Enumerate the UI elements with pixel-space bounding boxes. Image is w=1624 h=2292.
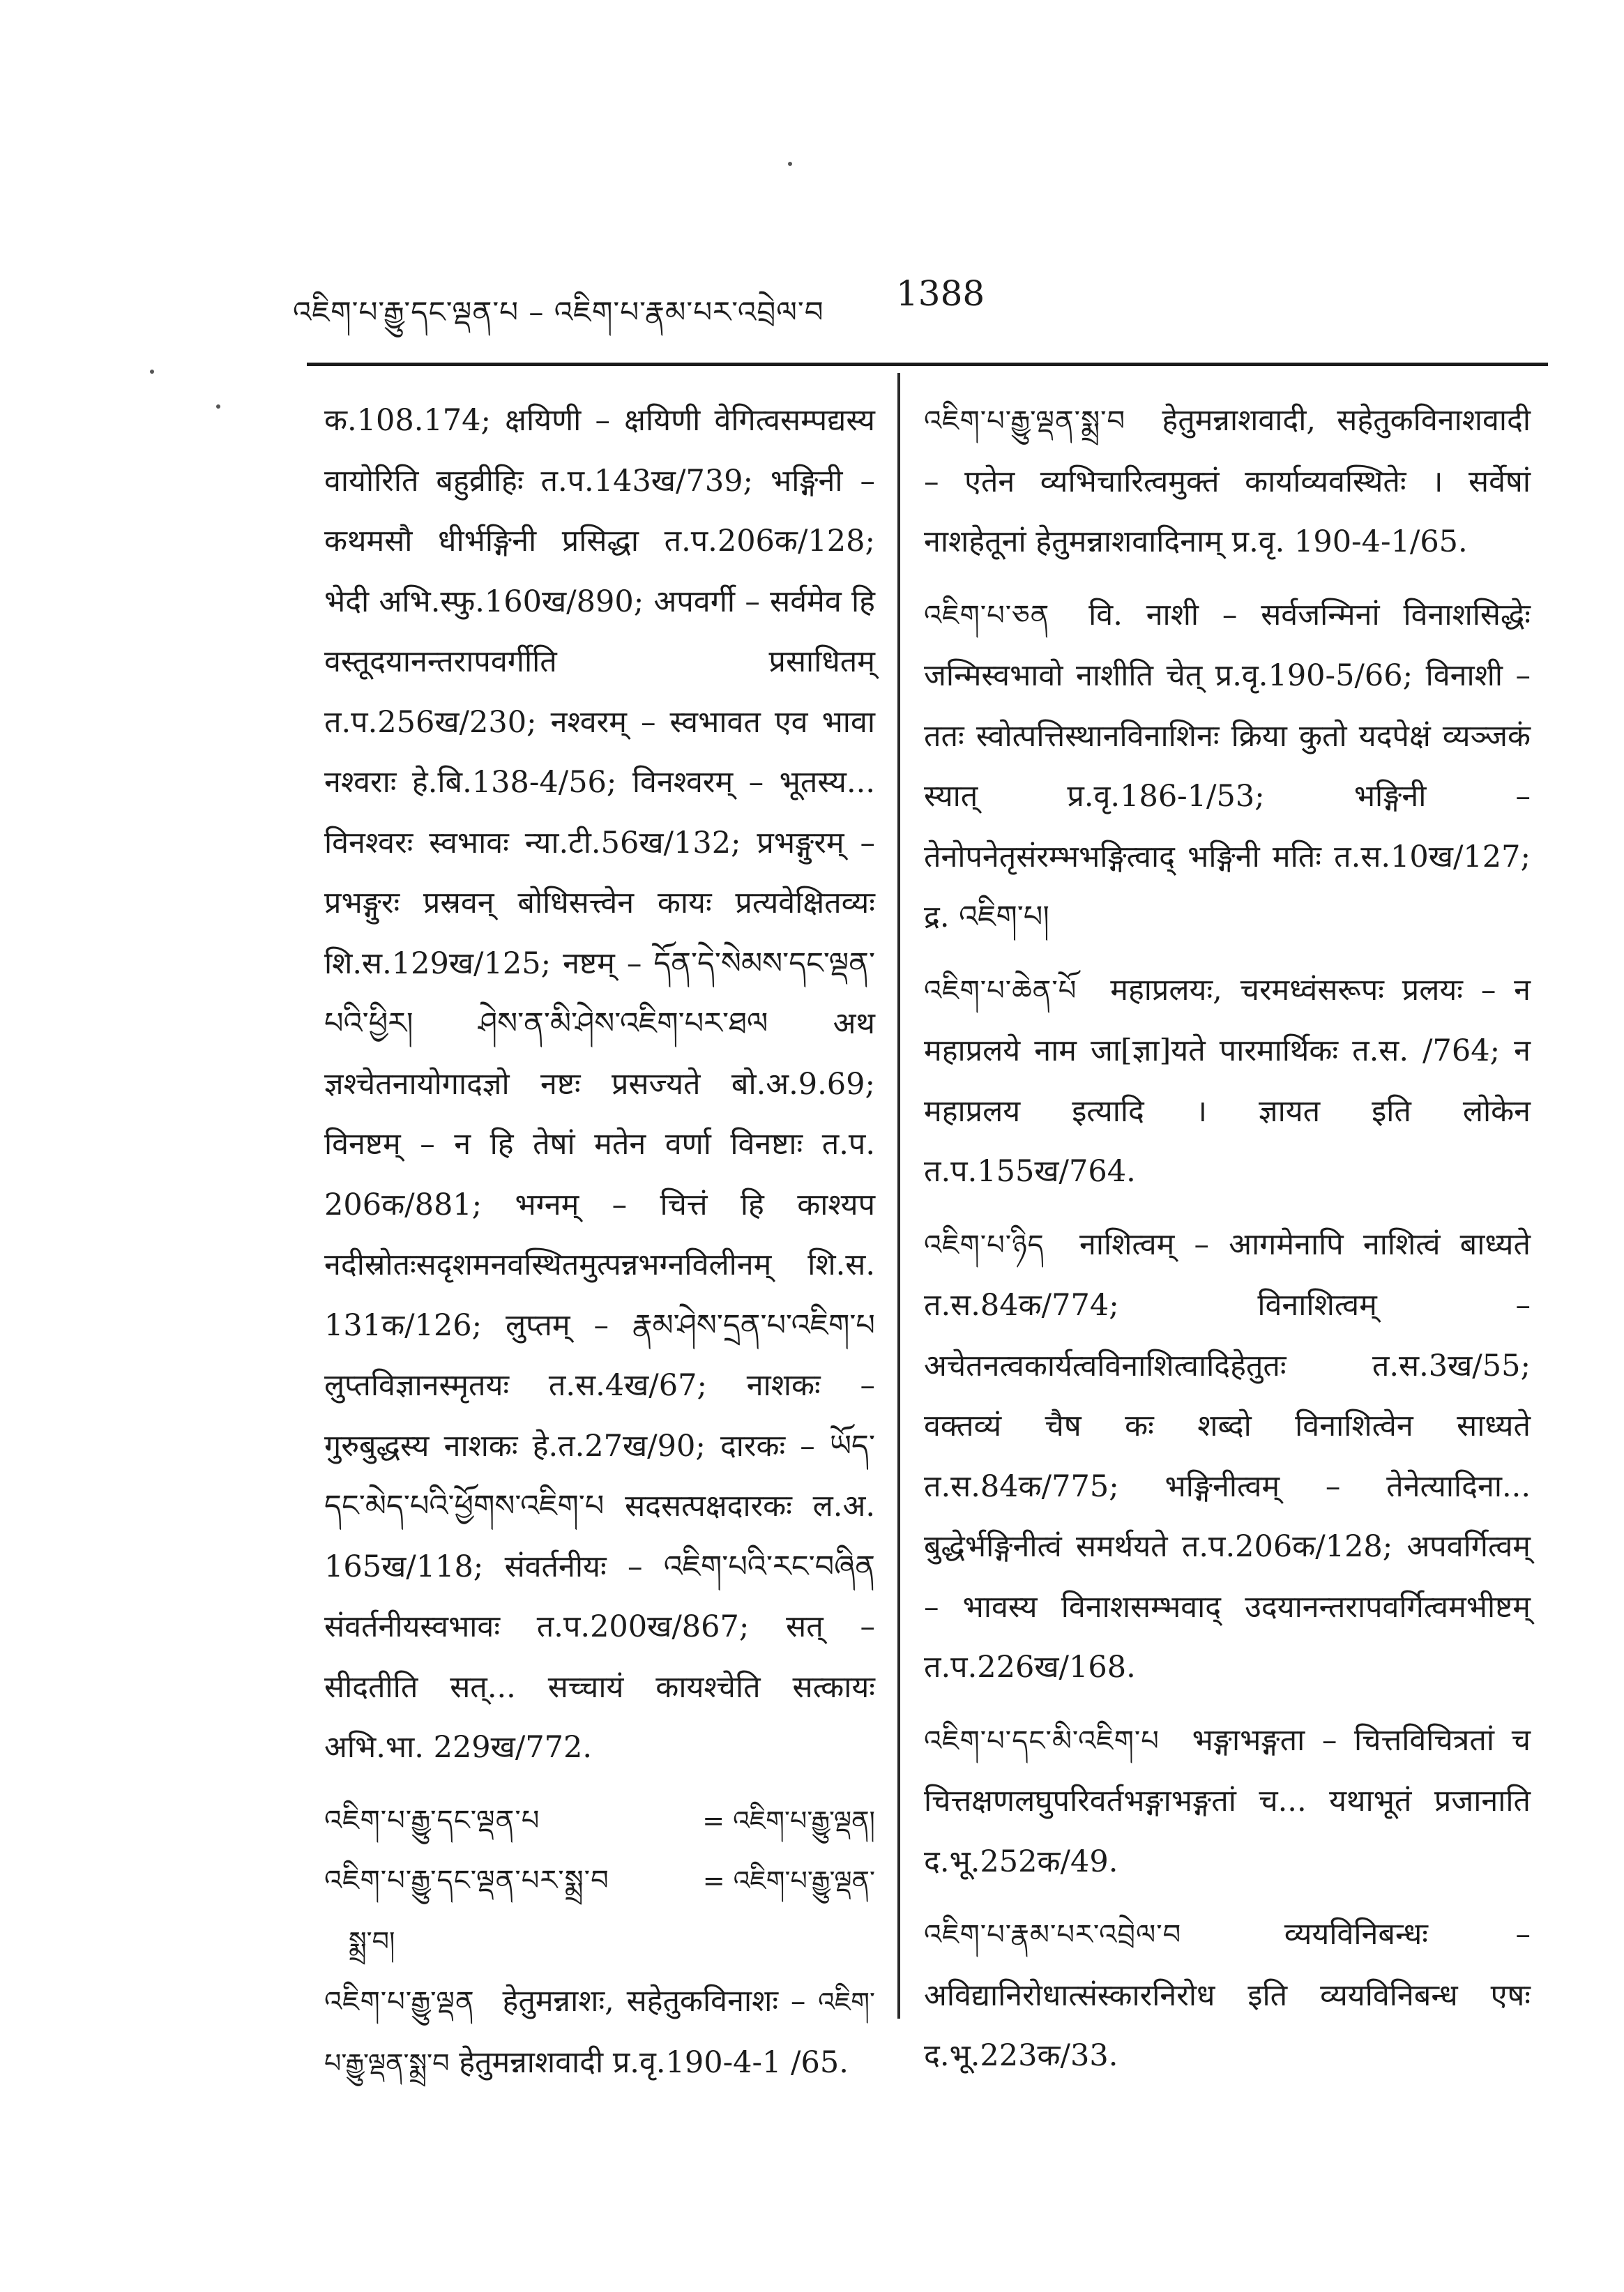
entry-body: भङ्गाभङ्गता – चित्तविचित्रतां च चित्तक्षणलघुपरिवर्तभङ्गाभङ्गतां च... यथाभूतं प्रजानाति द.भू.252क/49.: [924, 1722, 1531, 1879]
entry-body: हेतुमन्नाशवादी, सहेतुकविनाशवादी – एतेन व्यभिचारित्वमुक्तं कार्याव्यवस्थितेः । सर्वेषां नाशहेतूनां हेतुमन्नाशवादिनाम् प्र.वृ. 190-4-1/65.: [924, 403, 1531, 559]
page-header: [293, 265, 1520, 328]
entry-headword: འཇིག་པ་རྒྱུ་ལྡན: [324, 1986, 475, 2018]
entry-body: महाप्रलयः, चरमध्वंसरूपः प्रलयः – न महाप्रलये नाम जा[ज्ञा]यते पारमार्थिकः त.स. /764; न महाप्रलय इत्यादि । ज्ञायत इति लोकेन त.प.155ख/764.: [924, 972, 1531, 1189]
entry-sub-body: हेतुमन्नाशवादी प्र.वृ.190-4-1 /65.: [459, 2044, 849, 2080]
dictionary-entry: [924, 1904, 1531, 2086]
column-divider: [897, 373, 900, 2019]
dictionary-entry: [924, 585, 1531, 948]
dictionary-entry: [924, 1215, 1531, 1698]
dictionary-entry: [924, 1710, 1531, 1892]
speck: [216, 404, 220, 409]
entry-target: = འཇིག་པ་རྒྱུ་ལྡན།: [702, 1805, 875, 1836]
cross-reference-entry: [324, 1851, 875, 1971]
cross-reference-entry: [324, 1791, 875, 1851]
entry-headword: འཇིག་པ་རྒྱུ་དང་ལྡན་པར་སྨྲ་བ: [324, 1865, 609, 1897]
page-number: 1388: [896, 273, 985, 314]
entry-body: हेतुमन्नाशः, सहेतुकविनाशः –: [502, 1984, 806, 2019]
speck: [788, 162, 792, 166]
speck: [150, 370, 154, 374]
header-rule: [307, 363, 1548, 366]
entry-headword: འཇིག་པ་རྣམ་པར་འབྲེལ་བ: [924, 1919, 1182, 1951]
dictionary-entry: [324, 1971, 875, 2093]
entry-headword: འཇིག་པ་ཆེན་པོ: [924, 974, 1077, 1007]
entry-body: व्ययविनिबन्धः – अविद्यानिरोधात्संस्कारनिरोध इति व्ययविनिबन्ध एषः द.भू.223क/33.: [924, 1917, 1531, 2073]
entry-sub-headword: འཇིག་པ་རྒྱུ་ལྡན་སྨྲ་བ: [324, 1987, 875, 2079]
entry-headword: འཇིག་པ་ཉིད: [924, 1229, 1045, 1261]
running-head: འཇིག་པ་རྒྱུ་དང་ལྡན་པ – འཇིག་པ་རྣམ་པར་འབྲེལ་བ: [293, 295, 824, 329]
entry-continued: क.108.174; क्षयिणी – क्षयिणी वेगित्वसम्पद्यस्य वायोरिति बहुव्रीहिः त.प.143ख/739; भङ्गिनी – कथमसौ धीर्भङ्गिनी प्रसिद्धा त.प.206क/128; भेदी अभि.स्फु.160ख/890; अपवर्गी – सर्वमेव हि वस्तूदयानन्तरापवर्गीति प्रसाधितम् त.प.256ख/230; नश्वरम् – स्वभावत एव भावा नश्वराः हे.बि.138-4/56; विनश्वरम् – भूतस्य... विनश्वरः स्वभावः न्या.टी.56ख/132; प्रभङ्गुरम् – प्रभङ्गुरः प्रस्रवन् बोधिसत्त्वेन कायः प्रत्यवेक्षितव्यः शि.स.129ख/125; नष्टम् – དོན་དེ་སེམས་དང་ལྡན་པའི་ཕྱིར། ཤེས་ན་མི་ཤེས་འཇིག་པར་ཐལ अथ ज्ञश्चेतनायोगादज्ञो नष्टः प्रसज्यते बो.अ.9.69; विनष्टम् – न हि तेषां मतेन वर्णा विनष्टाः त.प. 206क/881; भग्नम् – चित्तं हि काश्यप नदीस्रोतःसदृशमनवस्थितमुत्पन्नभग्नविलीनम् शि.स. 131क/126; लुप्तम् – རྣམ་ཤེས་དྲན་པ་འཇིག་པ लुप्तविज्ञानस्मृतयः त.स.4ख/67; नाशकः – गुरुबुद्धस्य नाशकः हे.त.27ख/90; दारकः – ཡོད་དང་མེད་པའི་ཕྱོགས་འཇིག་པ सदसत्पक्षदारकः ल.अ. 165ख/118; संवर्तनीयः – འཇིག་པའི་རང་བཞིན संवर्तनीयस्वभावः त.प.200ख/867; सत् – सीदतीति सत्... सच्चायं कायश्चेति सत्कायः अभि.भा. 229ख/772.: [324, 403, 875, 1765]
dictionary-entry: [924, 960, 1531, 1202]
right-column: [924, 390, 1531, 2086]
entry-target-continued: སྨྲ་བ།: [349, 1925, 395, 1957]
left-column: [324, 390, 875, 2093]
entry-body: वि. नाशी – सर्वजन्मिनां विनाशसिद्धेः जन्मिस्वभावो नाशीति चेत् प्र.वृ.190-5/66; विनाशी – ततः स्वोत्पत्तिस्थानविनाशिनः क्रिया कुतो यदपेक्षं व्यञ्जकं स्यात् प्र.वृ.186-1/53; भङ्गिनी – तेनोपनेतृसंरम्भभङ्गित्वाद् भङ्गिनी मतिः त.स.10ख/127; द्र. འཇིག་པ།: [924, 597, 1531, 934]
dictionary-entry: [924, 390, 1531, 572]
entry-headword: འཇིག་པ་རྒྱུ་དང་ལྡན་པ: [324, 1804, 540, 1837]
entry-headword: འཇིག་པ་དང་མི་འཇིག་པ: [924, 1724, 1160, 1757]
entry-target: = འཇིག་པ་རྒྱུ་ལྡན་: [702, 1865, 875, 1896]
entry-body: नाशित्वम् – आगमेनापि नाशित्वं बाध्यते त.स.84क/774; विनाशित्वम् – अचेतनत्वकार्यत्वविनाशित्वादिहेतुतः त.स.3ख/55; वक्तव्यं चैष कः शब्दो विनाशित्वेन साध्यते त.स.84क/775; भङ्गिनीत्वम् – तेनेत्यादिना... बुद्धेर्भङ्गिनीत्वं समर्थयते त.प.206क/128; अपवर्गित्वम् – भावस्य विनाशसम्भवाद् उदयानन्तरापवर्गित्वमभीष्टम् त.प.226ख/168.: [924, 1227, 1531, 1685]
entry-headword: འཇིག་པ་རྒྱུ་ལྡན་སྨྲ་བ: [924, 405, 1126, 437]
entry-headword: འཇིག་པ་ཅན: [924, 599, 1050, 632]
